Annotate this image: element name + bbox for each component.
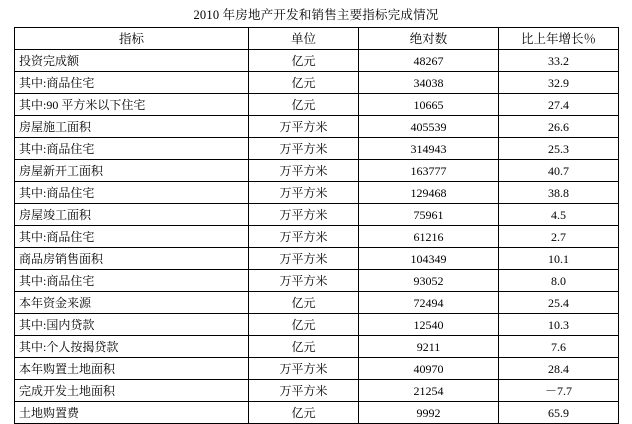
cell-index: 完成开发土地面积 — [15, 380, 249, 402]
cell-index: 房屋新开工面积 — [15, 160, 249, 182]
cell-absolute: 9211 — [359, 336, 499, 358]
cell-index: 其中:国内贷款 — [15, 314, 249, 336]
cell-growth: 27.4 — [499, 94, 619, 116]
cell-absolute: 9992 — [359, 402, 499, 424]
cell-index: 其中:商品住宅 — [15, 72, 249, 94]
cell-index: 其中:商品住宅 — [15, 138, 249, 160]
table-row — [15, 50, 619, 72]
cell-growth: 2.7 — [499, 226, 619, 248]
table-row — [15, 358, 619, 380]
cell-absolute: 93052 — [359, 270, 499, 292]
cell-unit: 亿元 — [249, 94, 359, 116]
cell-absolute: 10665 — [359, 94, 499, 116]
cell-unit: 亿元 — [249, 292, 359, 314]
table-row — [15, 94, 619, 116]
cell-unit: 亿元 — [249, 402, 359, 424]
cell-unit: 万平方米 — [249, 138, 359, 160]
cell-index: 投资完成额 — [15, 50, 249, 72]
column-header-index: 指标 — [15, 28, 249, 50]
cell-index: 房屋竣工面积 — [15, 204, 249, 226]
table-row — [15, 292, 619, 314]
column-header-unit: 单位 — [249, 28, 359, 50]
cell-absolute: 48267 — [359, 50, 499, 72]
cell-absolute: 21254 — [359, 380, 499, 402]
cell-absolute: 104349 — [359, 248, 499, 270]
cell-absolute: 61216 — [359, 226, 499, 248]
cell-absolute: 314943 — [359, 138, 499, 160]
cell-growth: 8.0 — [499, 270, 619, 292]
cell-index: 其中:商品住宅 — [15, 182, 249, 204]
cell-unit: 万平方米 — [249, 380, 359, 402]
table-row — [15, 160, 619, 182]
cell-absolute: 34038 — [359, 72, 499, 94]
table-container — [0, 27, 632, 424]
cell-index: 商品房销售面积 — [15, 248, 249, 270]
cell-index: 本年资金来源 — [15, 292, 249, 314]
cell-unit: 万平方米 — [249, 358, 359, 380]
table-row — [15, 72, 619, 94]
cell-growth: 33.2 — [499, 50, 619, 72]
cell-growth: 28.4 — [499, 358, 619, 380]
cell-index: 其中:90 平方米以下住宅 — [15, 94, 249, 116]
cell-unit: 亿元 — [249, 72, 359, 94]
table-row — [15, 270, 619, 292]
table-row — [15, 182, 619, 204]
cell-index: 本年购置土地面积 — [15, 358, 249, 380]
cell-unit: 万平方米 — [249, 270, 359, 292]
table-row — [15, 204, 619, 226]
cell-growth: 65.9 — [499, 402, 619, 424]
cell-growth: 4.5 — [499, 204, 619, 226]
cell-growth: 40.7 — [499, 160, 619, 182]
page-title: 2010 年房地产开发和销售主要指标完成情况 — [193, 8, 439, 22]
cell-index: 土地购置费 — [15, 402, 249, 424]
cell-growth: 26.6 — [499, 116, 619, 138]
cell-unit: 万平方米 — [249, 182, 359, 204]
cell-index: 其中:商品住宅 — [15, 226, 249, 248]
cell-growth: 7.6 — [499, 336, 619, 358]
cell-growth: 38.8 — [499, 182, 619, 204]
table-row — [15, 380, 619, 402]
real-estate-indicators-table — [14, 27, 619, 424]
table-header — [15, 28, 619, 50]
table-row — [15, 336, 619, 358]
cell-unit: 万平方米 — [249, 160, 359, 182]
table-row — [15, 138, 619, 160]
cell-index: 其中:商品住宅 — [15, 270, 249, 292]
cell-unit: 亿元 — [249, 336, 359, 358]
table-row — [15, 402, 619, 424]
cell-index: 房屋施工面积 — [15, 116, 249, 138]
cell-unit: 万平方米 — [249, 226, 359, 248]
column-header-growth: 比上年增长％ — [499, 28, 619, 50]
cell-absolute: 129468 — [359, 182, 499, 204]
table-row — [15, 116, 619, 138]
cell-growth: 25.3 — [499, 138, 619, 160]
cell-growth: －7.7 — [499, 380, 619, 402]
cell-unit: 万平方米 — [249, 116, 359, 138]
cell-growth: 10.1 — [499, 248, 619, 270]
cell-absolute: 40970 — [359, 358, 499, 380]
column-header-absolute: 绝对数 — [359, 28, 499, 50]
cell-absolute: 75961 — [359, 204, 499, 226]
cell-growth: 10.3 — [499, 314, 619, 336]
cell-unit: 万平方米 — [249, 204, 359, 226]
cell-index: 其中:个人按揭贷款 — [15, 336, 249, 358]
cell-growth: 25.4 — [499, 292, 619, 314]
cell-absolute: 405539 — [359, 116, 499, 138]
table-row — [15, 248, 619, 270]
table-body — [15, 50, 619, 424]
cell-unit: 亿元 — [249, 50, 359, 72]
cell-growth: 32.9 — [499, 72, 619, 94]
table-row — [15, 314, 619, 336]
table-header-row — [15, 28, 619, 50]
cell-absolute: 163777 — [359, 160, 499, 182]
table-row — [15, 226, 619, 248]
cell-absolute: 72494 — [359, 292, 499, 314]
cell-unit: 万平方米 — [249, 248, 359, 270]
cell-absolute: 12540 — [359, 314, 499, 336]
cell-unit: 亿元 — [249, 314, 359, 336]
